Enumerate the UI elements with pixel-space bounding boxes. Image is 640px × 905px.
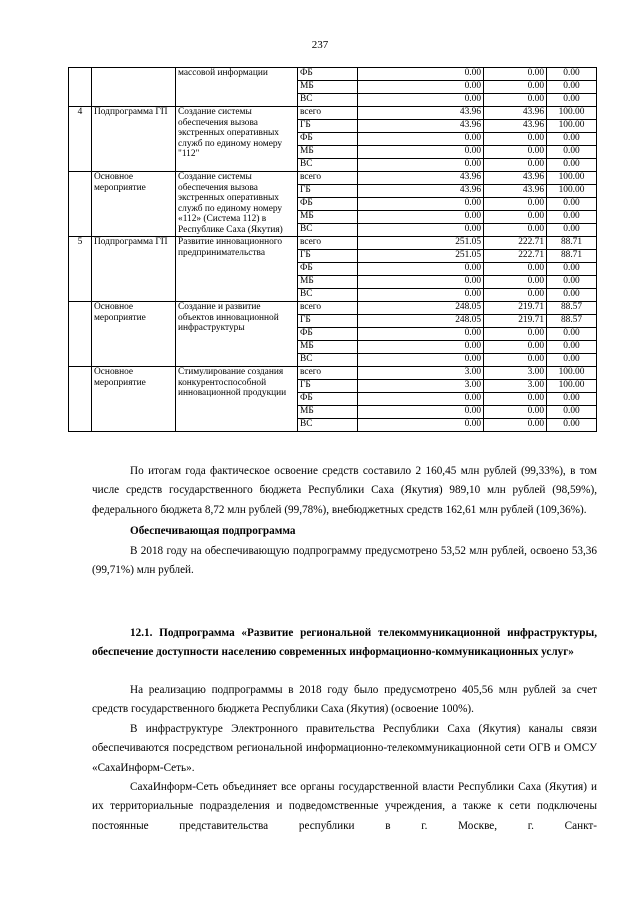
section-heading-block [92,624,597,663]
actual-amount: 219.71 [484,315,547,328]
actual-amount: 0.00 [484,146,547,159]
actual-amount: 222.71 [484,237,547,250]
planned-amount: 0.00 [358,276,484,289]
planned-amount: 0.00 [358,133,484,146]
planned-amount: 0.00 [358,354,484,367]
actual-amount: 43.96 [484,172,547,185]
funding-source: ФБ [298,263,358,276]
page-number: 237 [311,39,329,51]
execution-percent: 100.00 [547,172,597,185]
funding-source: ВС [298,224,358,237]
execution-percent: 0.00 [547,224,597,237]
execution-percent: 88.71 [547,237,597,250]
execution-percent: 100.00 [547,185,597,198]
funding-source: ФБ [298,68,358,81]
actual-amount: 0.00 [484,276,547,289]
section-body [92,681,597,836]
table-row [69,68,597,81]
funding-source: ГБ [298,185,358,198]
row-number [69,68,92,107]
funding-source: МБ [298,341,358,354]
execution-percent: 100.00 [547,367,597,380]
support-subprogram-paragraph: В 2018 году на обеспечивающую подпрограмму предусмотрено 53,52 млн рублей, освоено 53,36 (99,71%) млн рублей. [92,544,597,577]
actual-amount: 3.00 [484,367,547,380]
execution-percent: 100.00 [547,107,597,120]
support-subprogram-heading: Обеспечивающая подпрограмма [130,525,296,538]
planned-amount: 0.00 [358,81,484,94]
planned-amount: 0.00 [358,263,484,276]
planned-amount: 0.00 [358,393,484,406]
planned-amount: 0.00 [358,289,484,302]
planned-amount: 0.00 [358,94,484,107]
planned-amount: 251.05 [358,250,484,263]
execution-percent: 0.00 [547,68,597,81]
funding-source: всего [298,107,358,120]
planned-amount: 3.00 [358,380,484,393]
budget-table [68,67,597,432]
planned-amount: 0.00 [358,419,484,432]
execution-percent: 0.00 [547,276,597,289]
row-number: 5 [69,237,92,302]
program-description: Развитие инновационного предпринимательства [176,237,298,302]
execution-percent: 88.57 [547,315,597,328]
table-row [69,367,597,380]
execution-percent: 0.00 [547,133,597,146]
execution-percent: 0.00 [547,211,597,224]
funding-source: ВС [298,94,358,107]
table-row [69,107,597,120]
actual-amount: 0.00 [484,341,547,354]
execution-percent: 0.00 [547,159,597,172]
funding-source: ВС [298,419,358,432]
funding-source: МБ [298,211,358,224]
actual-amount: 0.00 [484,198,547,211]
planned-amount: 251.05 [358,237,484,250]
planned-amount: 0.00 [358,406,484,419]
program-description: массовой информации [176,68,298,107]
funding-source: ГБ [298,250,358,263]
summary-paragraph: По итогам года фактическое освоение средств составило 2 160,45 млн рублей (99,33%), в том числе средств государственного бюджета Республики Саха (Якутия) 989,10 млн рублей (98,59%), федерального бюджета 8,72 млн рублей (99,78%), внебюджетных средств 162,61 млн рублей (109,36%). [92,465,597,516]
planned-amount: 248.05 [358,302,484,315]
planned-amount: 0.00 [358,68,484,81]
planned-amount: 0.00 [358,211,484,224]
program-type: Основное мероприятие [92,302,176,367]
actual-amount: 0.00 [484,263,547,276]
funding-source: ВС [298,354,358,367]
execution-percent: 0.00 [547,94,597,107]
funding-source: ГБ [298,380,358,393]
planned-amount: 0.00 [358,224,484,237]
program-type: Основное мероприятие [92,367,176,432]
program-type: Подпрограмма ГП [92,237,176,302]
actual-amount: 0.00 [484,68,547,81]
execution-percent: 0.00 [547,419,597,432]
actual-amount: 0.00 [484,133,547,146]
funding-source: ФБ [298,133,358,146]
actual-amount: 0.00 [484,81,547,94]
funding-source: всего [298,172,358,185]
funding-source: МБ [298,276,358,289]
planned-amount: 3.00 [358,367,484,380]
actual-amount: 0.00 [484,224,547,237]
execution-percent: 0.00 [547,198,597,211]
funding-source: ГБ [298,315,358,328]
funding-source: всего [298,237,358,250]
execution-percent: 0.00 [547,146,597,159]
actual-amount: 0.00 [484,159,547,172]
program-description: Стимулирование создания конкурентоспособной инновационной продукции [176,367,298,432]
execution-percent: 0.00 [547,393,597,406]
planned-amount: 248.05 [358,315,484,328]
program-description: Создание и развитие объектов инновационной инфраструктуры [176,302,298,367]
row-number [69,172,92,237]
table-row [69,237,597,250]
funding-source: МБ [298,81,358,94]
execution-percent: 100.00 [547,120,597,133]
planned-amount: 0.00 [358,328,484,341]
execution-percent: 0.00 [547,341,597,354]
program-type: Подпрограмма ГП [92,107,176,172]
actual-amount: 222.71 [484,250,547,263]
planned-amount: 43.96 [358,120,484,133]
funding-source: МБ [298,146,358,159]
actual-amount: 0.00 [484,94,547,107]
funding-source: ВС [298,289,358,302]
execution-percent: 88.57 [547,302,597,315]
budget-table-body [69,68,597,432]
actual-amount: 43.96 [484,120,547,133]
execution-percent: 100.00 [547,380,597,393]
funding-source: ГБ [298,120,358,133]
summary-section [92,462,597,580]
section-paragraph-3: СахаИнформ-Сеть объединяет все органы государственной власти Республики Саха (Якутия) и их территориальные подразделения и подведомственные учреждения, а также к сети подключены постоянные представительства республики в г. Москве, г. Санкт- [92,781,597,832]
section-heading: 12.1. Подпрограмма «Развитие региональной телекоммуникационной инфраструктуры, обеспечение доступности населению современных информационно-коммуникационных услуг» [92,627,597,659]
actual-amount: 0.00 [484,393,547,406]
actual-amount: 0.00 [484,419,547,432]
program-type: Основное мероприятие [92,172,176,237]
row-number [69,302,92,367]
planned-amount: 0.00 [358,146,484,159]
funding-source: ВС [298,159,358,172]
planned-amount: 43.96 [358,172,484,185]
table-row [69,302,597,315]
row-number [69,367,92,432]
planned-amount: 43.96 [358,107,484,120]
actual-amount: 3.00 [484,380,547,393]
funding-source: всего [298,302,358,315]
execution-percent: 0.00 [547,289,597,302]
planned-amount: 0.00 [358,198,484,211]
planned-amount: 43.96 [358,185,484,198]
funding-source: ФБ [298,393,358,406]
actual-amount: 0.00 [484,406,547,419]
execution-percent: 0.00 [547,263,597,276]
execution-percent: 88.71 [547,250,597,263]
program-description: Создание системы обеспечения вызова экстренных оперативных служб по единому номеру "112" [176,107,298,172]
funding-source: ФБ [298,198,358,211]
execution-percent: 0.00 [547,354,597,367]
actual-amount: 0.00 [484,354,547,367]
planned-amount: 0.00 [358,159,484,172]
row-number: 4 [69,107,92,172]
funding-source: ФБ [298,328,358,341]
actual-amount: 43.96 [484,107,547,120]
actual-amount: 219.71 [484,302,547,315]
actual-amount: 0.00 [484,328,547,341]
actual-amount: 43.96 [484,185,547,198]
program-description: Создание системы обеспечения вызова экстренных оперативных служб по единому номеру «112» (Система 112) в Республике Саха (Якутия) [176,172,298,237]
actual-amount: 0.00 [484,289,547,302]
execution-percent: 0.00 [547,328,597,341]
execution-percent: 0.00 [547,81,597,94]
funding-source: всего [298,367,358,380]
section-paragraph-2: В инфраструктуре Электронного правительства Республики Саха (Якутия) каналы связи обеспечиваются посредством региональной информационно-телекоммуникационной сети ОГВ и ОМСУ «СахаИнформ-Сеть». [92,722,597,774]
funding-source: МБ [298,406,358,419]
table-row [69,172,597,185]
actual-amount: 0.00 [484,211,547,224]
planned-amount: 0.00 [358,341,484,354]
program-type [92,68,176,107]
section-paragraph-1: На реализацию подпрограммы в 2018 году было предусмотрено 405,56 млн рублей за счет средств государственного бюджета Республики Саха (Якутия) (освоение 100%). [92,684,597,716]
execution-percent: 0.00 [547,406,597,419]
